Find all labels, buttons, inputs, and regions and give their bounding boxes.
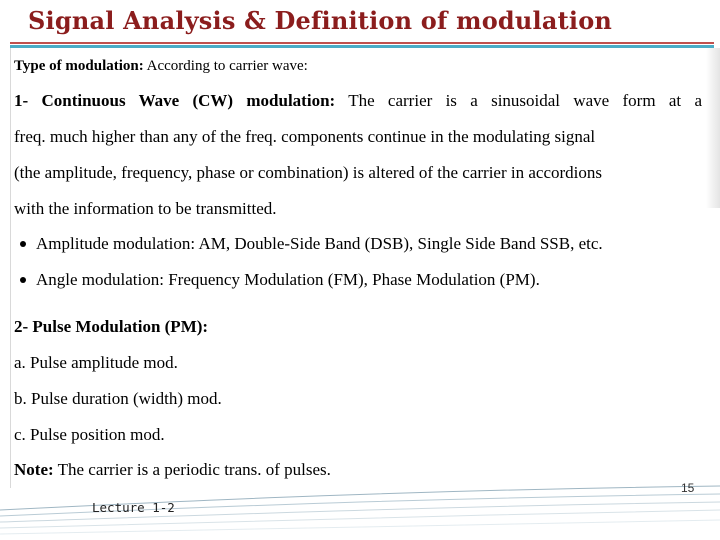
pm-item: b. Pulse duration (width) mod. — [14, 389, 222, 408]
cw-line-3: (the amplitude, frequency, phase or combination) is altered of the carrier in accordions — [14, 163, 602, 182]
slide-title: Signal Analysis & Definition of modulation — [28, 6, 613, 35]
bullet-dot-icon — [20, 241, 26, 247]
type-label: Type of modulation: — [14, 58, 144, 74]
cw-line-2: freq. much higher than any of the freq. components continue in the modulating signal — [14, 127, 596, 146]
right-edge-shade — [706, 48, 720, 208]
pm-item: c. Pulse position mod. — [14, 425, 165, 444]
type-of-modulation-line — [14, 58, 308, 75]
cw-line1-text: The carrier is a sinusoidal wave form at a — [335, 91, 702, 110]
cw-label: 1- Continuous Wave (CW) modulation: — [14, 91, 336, 110]
footer-lecture-label: Lecture 1-2 — [92, 500, 175, 515]
title-rule-red — [10, 42, 714, 44]
bullet-item — [14, 270, 540, 290]
pm-heading: 2- Pulse Modulation (PM): — [14, 317, 209, 336]
note-text: The carrier is a periodic trans. of pulses. — [53, 460, 331, 479]
pm-item: a. Pulse amplitude mod. — [14, 353, 178, 372]
bullet-item — [14, 234, 603, 254]
bullet-text: Angle modulation: Frequency Modulation (FM), Phase Modulation (PM). — [36, 270, 540, 289]
type-text: According to carrier wave: — [143, 58, 308, 74]
bullet-dot-icon — [20, 277, 26, 283]
bullet-text: Amplitude modulation: AM, Double-Side Band (DSB), Single Side Band SSB, etc. — [36, 234, 603, 253]
left-edge-line — [10, 48, 11, 488]
cw-line-4: with the information to be transmitted. — [14, 199, 277, 218]
title-rule-teal — [10, 45, 714, 48]
note-label: Note: — [14, 460, 54, 479]
page-number: 15 — [681, 481, 695, 495]
cw-line-1 — [14, 91, 702, 111]
